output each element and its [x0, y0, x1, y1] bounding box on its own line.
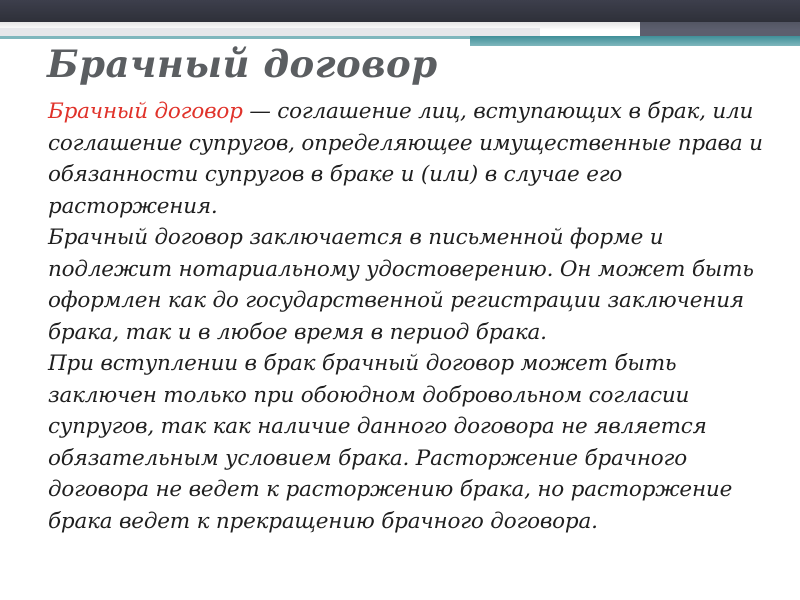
text-line: брака ведет к прекращению брачного договора.: [48, 508, 598, 534]
text-line: соглашение супругов, определяющее имущественные права и: [48, 130, 763, 156]
text-line: расторжения.: [48, 193, 218, 219]
gray-stripe: [0, 28, 540, 36]
text-line: обязанности супругов в браке и (или) в случае его: [48, 162, 623, 187]
text-line: супругов, так как наличие данного договора не является: [48, 414, 707, 439]
text-line: оформлен как до государственной регистрации заключения: [48, 288, 744, 313]
slide-body: [48, 96, 768, 537]
paragraph-definition: [48, 96, 768, 222]
paragraph-conclusion: [48, 348, 768, 537]
text-line: заключен только при обоюдном добровольном согласии: [48, 382, 690, 408]
text-line: [48, 96, 768, 128]
text-line: обязательным условием брака. Расторжение брачного: [48, 445, 687, 471]
slide-title: Брачный договор: [47, 42, 438, 86]
teal-stripe-accent: [470, 36, 800, 46]
text-line: При вступлении в брак брачный договор может быть: [48, 351, 677, 376]
highlighted-term: Брачный договор: [48, 99, 243, 124]
text-line: подлежит нотариальному удостоверению. Он может быть: [48, 256, 754, 282]
paragraph-form: [48, 222, 768, 348]
text-line: Брачный договор заключается в письменной форме и: [48, 225, 664, 250]
text-line: брака, так и в любое время в период брака.: [48, 319, 547, 345]
text-line-rest: — соглашение лиц, вступающих в брак, или: [242, 99, 754, 124]
top-band: [0, 0, 800, 22]
text-line: договора не ведет к расторжению брака, но расторжение: [48, 477, 733, 502]
